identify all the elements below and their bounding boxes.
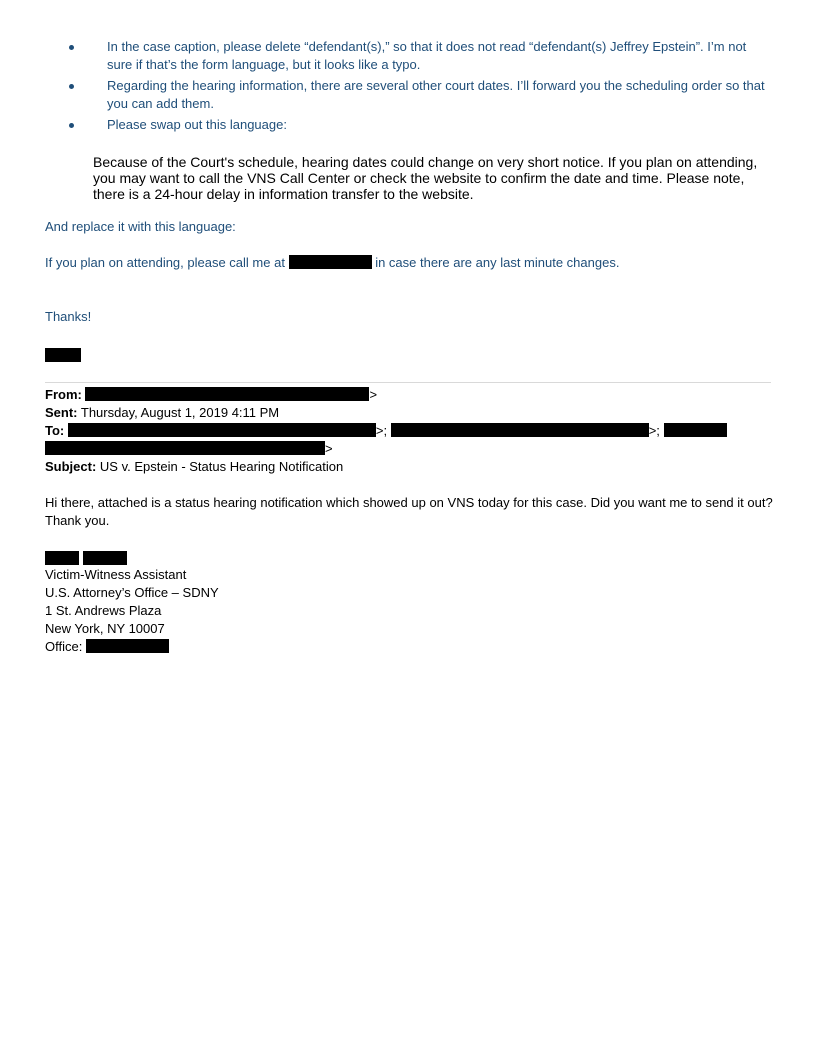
- bullet-text: In the case caption, please delete “defendant(s),” so that it does not read “defendant(s) Jeffrey Epstein”. I’m not sure if that’s the form language, but it looks like a typo.: [107, 39, 747, 72]
- message-body: Hi there, attached is a status hearing notification which showed up on VNS today for this case. Did you want me to send it out? Thank you.: [45, 495, 773, 528]
- redacted-to-2: [391, 423, 649, 437]
- subject-line: [45, 458, 343, 476]
- to-line-continued: [45, 440, 333, 458]
- redacted-sender-name: [45, 347, 81, 365]
- list-item: [66, 116, 766, 134]
- list-item: [66, 38, 766, 74]
- to-line: [45, 422, 727, 440]
- bullet-icon: [69, 84, 74, 89]
- instruction-list: [66, 38, 766, 137]
- header-divider: [45, 382, 771, 383]
- signature-address-line1: 1 St. Andrews Plaza: [45, 603, 162, 618]
- redacted-office-phone: [86, 639, 169, 653]
- signature-office: U.S. Attorney’s Office – SDNY: [45, 585, 219, 600]
- to-separator: >;: [648, 423, 660, 438]
- thanks-line: Thanks!: [45, 309, 92, 324]
- bullet-text: Regarding the hearing information, there are several other court dates. I’ll forward you the scheduling order so that you can add them.: [107, 78, 765, 111]
- sent-value: Thursday, August 1, 2019 4:11 PM: [80, 405, 280, 420]
- list-item: [66, 77, 766, 113]
- bullet-text: Please swap out this language:: [107, 117, 287, 132]
- to-end: >: [325, 441, 333, 456]
- phone-label: Office:: [45, 639, 83, 654]
- new-language-after: in case there are any last minute changes.: [375, 255, 620, 270]
- redacted-to-3: [664, 423, 727, 437]
- quoted-language: Because of the Court's schedule, hearing dates could change on very short notice. If you plan on attending, you may want to call the VNS Call Center or check the website to confirm the date and time. Please note, there is a 24-hour delay in information transfer to the website.: [93, 154, 758, 202]
- replace-line: And replace it with this language:: [45, 219, 236, 234]
- bullet-icon: [69, 45, 74, 50]
- new-language-before: If you plan on attending, please call me at: [45, 255, 285, 270]
- redacted-from: [85, 387, 369, 401]
- new-language: [45, 254, 619, 272]
- sent-label: Sent:: [45, 405, 78, 420]
- redacted-to-1: [68, 423, 376, 437]
- to-separator: >;: [375, 423, 388, 438]
- signature-phone: [45, 638, 169, 656]
- signature-title: Victim-Witness Assistant: [45, 567, 187, 582]
- subject-value: US v. Epstein - Status Hearing Notification: [99, 459, 344, 474]
- redacted-phone: [289, 255, 372, 269]
- from-suffix: >: [369, 387, 378, 402]
- from-label: From:: [45, 387, 82, 402]
- from-line: [45, 386, 377, 404]
- sent-line: [45, 404, 279, 422]
- bullet-icon: [69, 123, 74, 128]
- redacted-to-4: [45, 441, 325, 455]
- signature-address-line2: New York, NY 10007: [45, 621, 165, 636]
- subject-label: Subject:: [45, 459, 97, 474]
- to-label: To:: [45, 423, 65, 438]
